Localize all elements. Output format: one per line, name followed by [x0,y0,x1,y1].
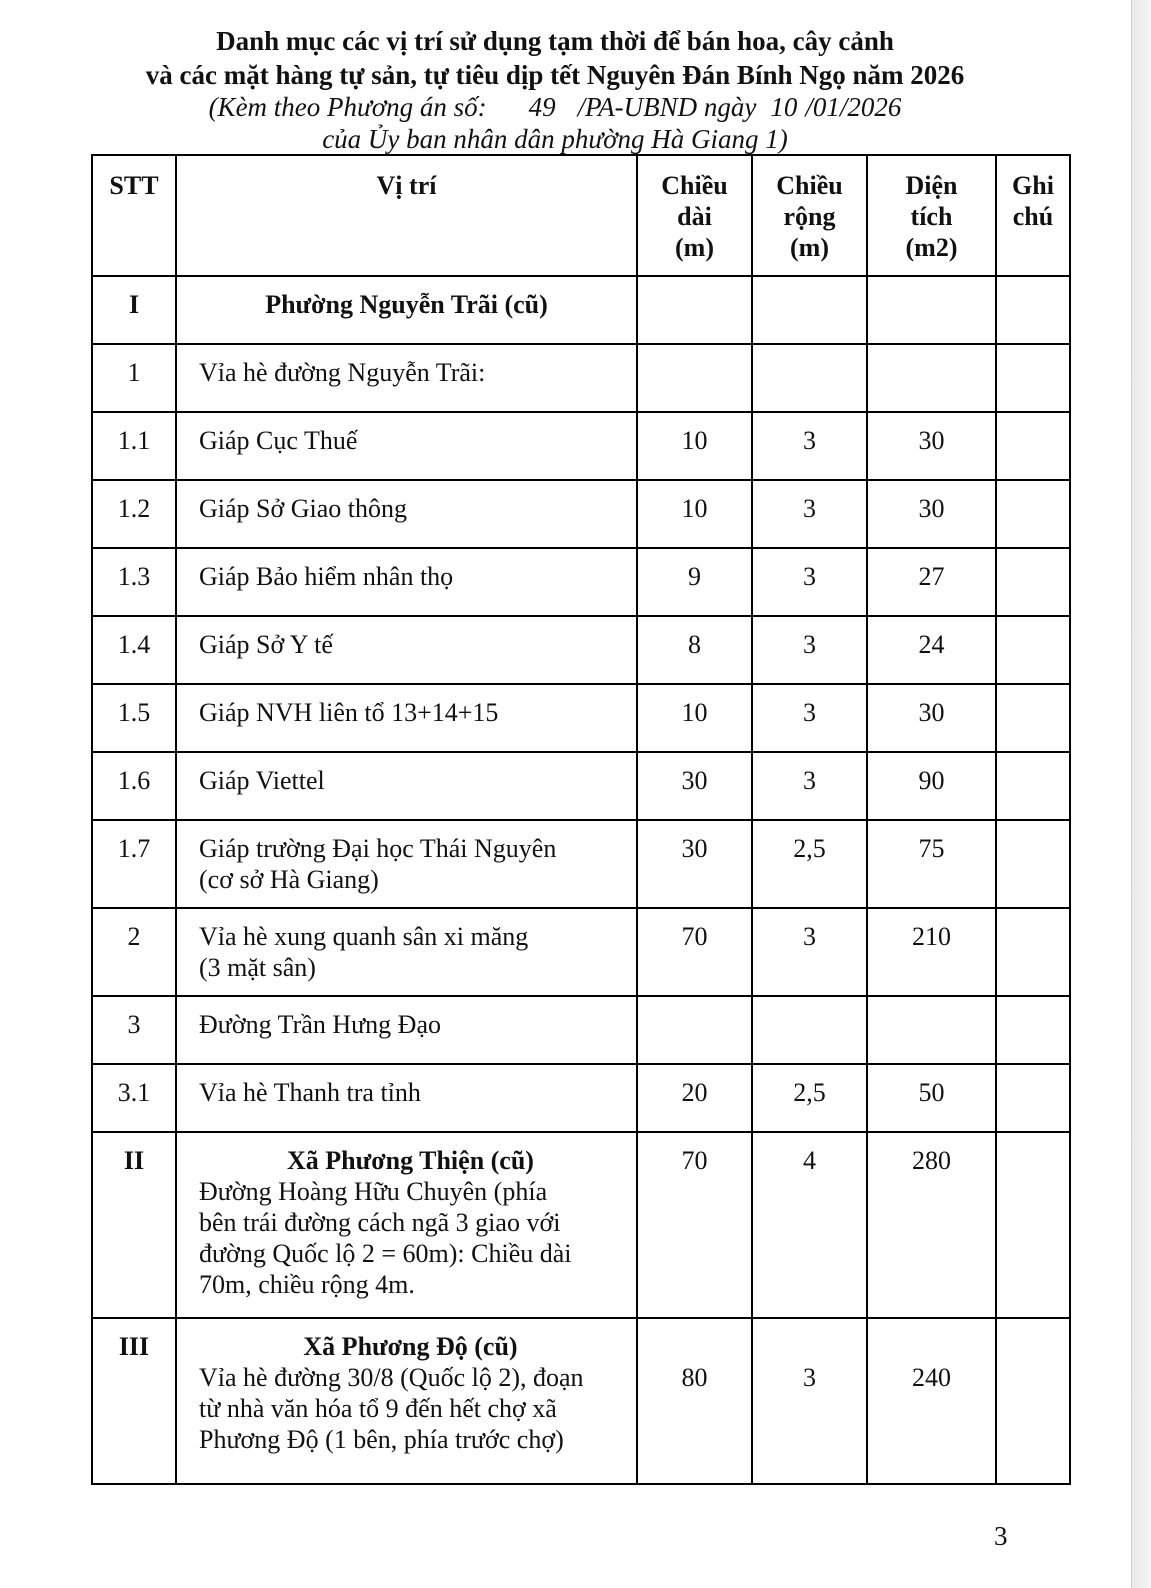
row-length: 9 [637,548,752,616]
table-row [92,752,1070,820]
table-row [92,1318,1070,1484]
row-note [996,752,1070,820]
header-area: Diện tích (m2) [867,155,996,276]
page-edge-line [1131,0,1132,1588]
table-row [92,908,1070,996]
row-length: 8 [637,616,752,684]
header-width: Chiều rộng (m) [752,155,867,276]
table-row [92,276,1070,344]
row-note [996,276,1070,344]
row-stt: 1 [92,344,176,412]
row-location: Đường Trần Hưng Đạo [176,996,637,1064]
row-stt: 1.2 [92,480,176,548]
row-length [637,996,752,1064]
row-area: 27 [867,548,996,616]
row-length: 10 [637,684,752,752]
row-location: Giáp Sở Y tế [176,616,637,684]
plan-number: 49 [528,92,556,122]
row-note [996,1064,1070,1132]
row-length [637,276,752,344]
locations-table [91,154,1071,1485]
table-row [92,616,1070,684]
row-length: 70 [637,908,752,996]
row-width: 3 [752,616,867,684]
issuer-line: của Ủy ban nhân dân phường Hà Giang 1) [322,124,788,154]
document-title-line2: và các mặt hàng tự sản, tự tiêu dịp tết Nguyên Đán Bính Ngọ năm 2026 [145,60,965,90]
row-stt: 1.4 [92,616,176,684]
row-length: 20 [637,1064,752,1132]
row-width: 2,5 [752,820,867,908]
row-width: 2,5 [752,1064,867,1132]
row-area [867,996,996,1064]
row-stt: 2 [92,908,176,996]
row-stt: 1.5 [92,684,176,752]
row-note [996,344,1070,412]
row-location: Giáp Bảo hiểm nhân thọ [176,548,637,616]
row-note [996,1132,1070,1318]
row-location: Xã Phương Độ (cũ) Vỉa hè đường 30/8 (Quốc lộ 2), đoạn từ nhà văn hóa tổ 9 đến hết chợ xã Phương Độ (1 bên, phía trước chợ) [176,1318,637,1484]
row-section-title: Phường Nguyễn Trãi (cũ) [176,276,637,344]
row-area [867,344,996,412]
row-note [996,480,1070,548]
table-row [92,548,1070,616]
row-stt: II [92,1132,176,1318]
row-note [996,548,1070,616]
header-stt: STT [92,155,176,276]
row-location: Giáp Cục Thuế [176,412,637,480]
row-width: 3 [752,480,867,548]
row-area [867,276,996,344]
row-area: 75 [867,820,996,908]
row-location: Giáp Sở Giao thông [176,480,637,548]
row-location: Giáp Viettel [176,752,637,820]
row-stt: 3 [92,996,176,1064]
row-length: 30 [637,820,752,908]
row-area: 90 [867,752,996,820]
row-width: 4 [752,1132,867,1318]
row-length: 10 [637,480,752,548]
header-location: Vị trí [176,155,637,276]
row-area: 210 [867,908,996,996]
table-row [92,412,1070,480]
page-number: 3 [994,1521,1008,1551]
attachment-suffix: /01/2026 [805,92,902,122]
row-length: 70 [637,1132,752,1318]
table-header-row [92,155,1070,276]
row-length: 10 [637,412,752,480]
row-area: 240 [867,1318,996,1484]
row-note [996,820,1070,908]
row-area: 30 [867,412,996,480]
table-row [92,684,1070,752]
row-stt: 1.7 [92,820,176,908]
row-note [996,996,1070,1064]
row-width [752,996,867,1064]
row-stt: III [92,1318,176,1484]
row-stt: 3.1 [92,1064,176,1132]
row-location: Giáp trường Đại học Thái Nguyên (cơ sở Hà Giang) [176,820,637,908]
table-row [92,1132,1070,1318]
plan-day: 10 [770,92,798,122]
table-row [92,1064,1070,1132]
row-stt: 1.1 [92,412,176,480]
row-length: 30 [637,752,752,820]
table-row [92,996,1070,1064]
row-width [752,276,867,344]
row-width [752,344,867,412]
row-width: 3 [752,752,867,820]
table-row [92,344,1070,412]
row-width: 3 [752,412,867,480]
row-area: 24 [867,616,996,684]
row-length [637,344,752,412]
section-title: Xã Phương Thiện (cũ) [287,1146,534,1175]
row-length: 80 [637,1318,752,1484]
row-width: 3 [752,548,867,616]
row-area: 30 [867,684,996,752]
row-stt: 1.3 [92,548,176,616]
table-row [92,480,1070,548]
row-area: 280 [867,1132,996,1318]
table-row [92,820,1070,908]
row-location: Vỉa hè đường Nguyễn Trãi: [176,344,637,412]
row-location: Giáp NVH liên tổ 13+14+15 [176,684,637,752]
page-edge-shadow [1131,0,1151,1588]
row-note [996,1318,1070,1484]
row-note [996,412,1070,480]
row-note [996,908,1070,996]
document-title-line1: Danh mục các vị trí sử dụng tạm thời để bán hoa, cây cảnh [216,26,894,56]
header-note: Ghi chú [996,155,1070,276]
row-width: 3 [752,908,867,996]
row-location: Vỉa hè Thanh tra tỉnh [176,1064,637,1132]
row-stt: I [92,276,176,344]
row-location: Xã Phương Thiện (cũ) Đường Hoàng Hữu Chuyên (phía bên trái đường cách ngã 3 giao với đường Quốc lộ 2 = 60m): Chiều dài 70m, chiều rộng 4m. [176,1132,637,1318]
attachment-middle: /PA-UBND ngày [577,92,757,122]
row-note [996,616,1070,684]
row-width: 3 [752,1318,867,1484]
row-note [996,684,1070,752]
row-area: 30 [867,480,996,548]
header-length: Chiều dài (m) [637,155,752,276]
attachment-prefix: (Kèm theo Phương án số: [208,92,487,122]
attachment-reference [0,90,1110,124]
row-area: 50 [867,1064,996,1132]
row-location: Vỉa hè xung quanh sân xi măng (3 mặt sân) [176,908,637,996]
section-title: Xã Phương Độ (cũ) [303,1332,518,1361]
row-stt: 1.6 [92,752,176,820]
row-width: 3 [752,684,867,752]
